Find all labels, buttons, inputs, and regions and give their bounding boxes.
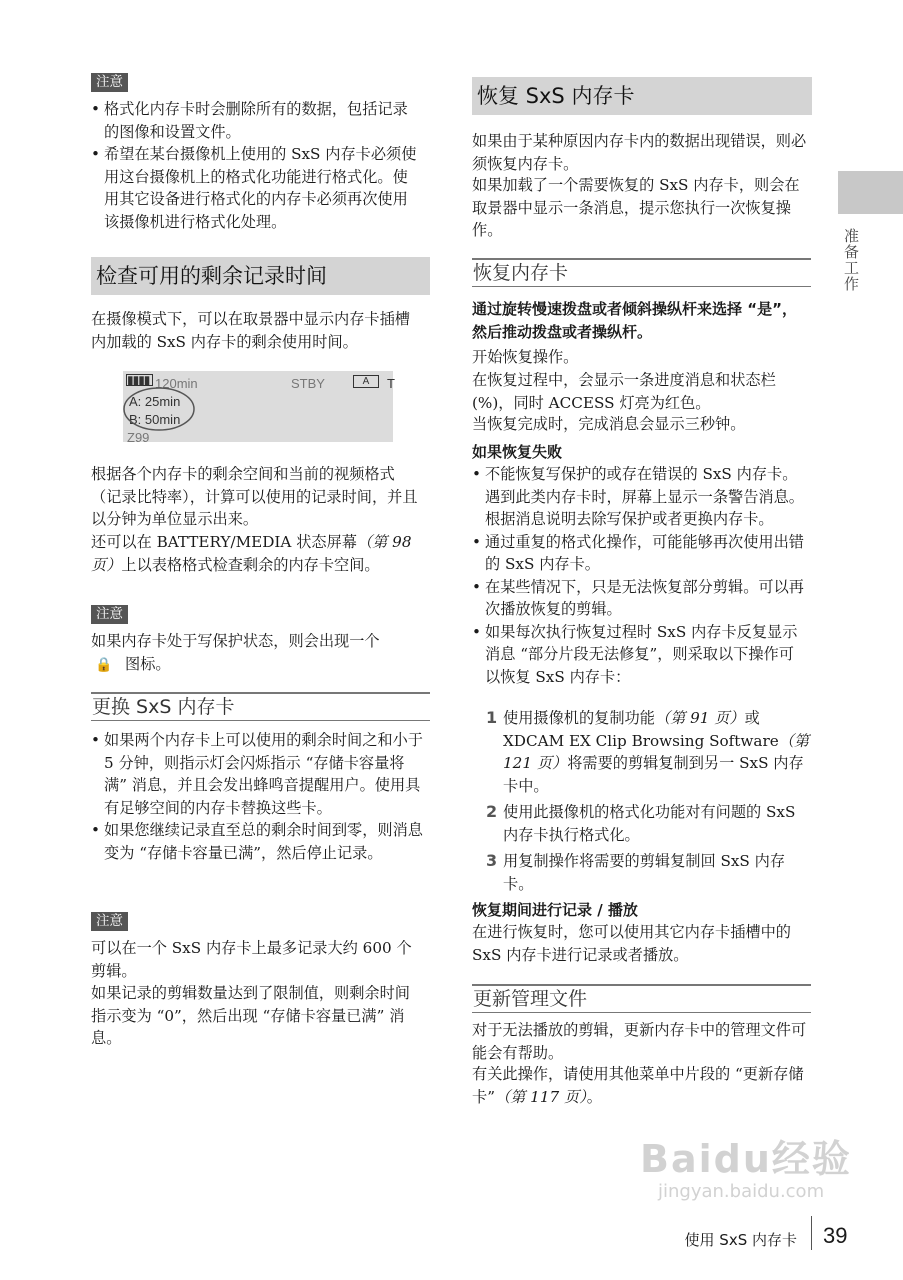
note1-list (91, 98, 421, 233)
section-title-remaining-time: 检查可用的剩余记录时间 (91, 257, 430, 295)
page-ref-link[interactable]: （第 117 页） (494, 1087, 587, 1106)
list-item: • 如果两个内存卡上可以使用的剩余时间之和小于 5 分钟，则指示灯会闪烁指示 “存储卡容量将满” 消息，并且会发出蜂鸣音提醒用户。使用具有足够空间的内存卡替换这些卡。 (91, 729, 423, 819)
footer-divider (811, 1216, 812, 1250)
list-item: • 如果您继续记录直至总的剩余时间到零，则消息变为 “存储卡容量已满”，然后停止记录。 (91, 819, 423, 864)
recover-card-title: 恢复内存卡 (472, 258, 811, 287)
zoom-readout: Z99 (127, 430, 150, 445)
update-text-1: 对于无法播放的剪辑，更新内存卡中的管理文件可能会有帮助。 (472, 1021, 807, 1062)
list-item: • 在某些情况下，只是无法恢复部分剪辑。可以再次播放恢复的剪辑。 (472, 576, 807, 621)
restore-intro-1: 如果由于某种原因内存卡内的数据出现错误，则必须恢复内存卡。 (472, 132, 807, 173)
note-badge: 注意 (91, 912, 128, 931)
page-number: 39 (823, 1223, 848, 1248)
clip-limit-note: 可以在一个 SxS 内存卡上最多记录大约 600 个剪辑。 (91, 939, 412, 980)
step-number: 3 (486, 851, 498, 870)
note-badge: 注意 (91, 73, 128, 92)
page-ref-link[interactable]: （第 121 页） (503, 731, 810, 772)
update-file-title: 更新管理文件 (472, 984, 811, 1013)
replace-list (91, 729, 423, 864)
update-text-2: 有关此操作，请使用其他菜单中片段的 “更新存储卡”（第 117 页）。 (472, 1065, 804, 1106)
watermark-logo: Baidu经验 (640, 1137, 852, 1181)
slot-a-time: A: 25min (129, 394, 181, 409)
viewfinder-screen (123, 371, 395, 445)
step-number: 1 (486, 708, 498, 727)
highlight-ellipse (123, 385, 203, 433)
page-ref-link[interactable]: （第 91 页） (654, 709, 745, 727)
step-item: 3 用复制操作将需要的剪辑复制回 SxS 内存卡。 (486, 851, 786, 893)
during-title: 恢复期间进行记录 / 播放 (472, 901, 638, 919)
note-badge: 注意 (91, 605, 128, 624)
footer-section: 使用 SxS 内存卡 (684, 1231, 797, 1249)
watermark-url: jingyan.baidu.com (658, 1180, 825, 1202)
battery-icon: ▮▮▮▮ (126, 374, 153, 386)
slot-b-time: B: 50min (129, 412, 181, 427)
restore-steps (472, 707, 812, 895)
battery-time: 120min (155, 376, 198, 391)
step-item: 1 使用摄像机的复制功能（第 91 页）或 XDCAM EX Clip Browsing Software（第 121 页）将需要的剪辑复制到另一 SxS 内存卡中。 (486, 708, 810, 795)
replace-card-title: 更换 SxS 内存卡 (91, 692, 430, 721)
remaining-intro: 在摄像模式下，可以在取景器中显示内存卡插槽内加载的 SxS 内存卡的剩余使用时间。 (91, 310, 410, 351)
list-item: • 格式化内存卡时会删除所有的数据，包括记录的图像和设置文件。 (91, 98, 421, 143)
fail-title: 如果恢复失败 (472, 443, 563, 461)
edge-char: T (387, 376, 395, 391)
remaining-description: 根据各个内存卡的剩余空间和当前的视频格式（记录比特率），计算可以使用的记录时间，并且以分钟为单位显示出来。 (91, 465, 418, 528)
fail-list (472, 463, 807, 688)
recover-step-text: 开始恢复操作。 (472, 348, 579, 366)
status-text: STBY (291, 376, 325, 391)
list-item: • 希望在某台摄像机上使用的 SxS 内存卡必须使用这台摄像机上的格式化功能进行格式化。使用其它设备进行格式化的内存卡必须再次使用该摄像机进行格式化处理。 (91, 143, 421, 233)
slot-icon: A (353, 375, 379, 388)
list-item: • 不能恢复写保护的或存在错误的 SxS 内存卡。遇到此类内存卡时，屏幕上显示一条警告消息。根据消息说明去除写保护或者更换内存卡。 (472, 463, 807, 531)
list-item: • 如果每次执行恢复过程时 SxS 内存卡反复显示消息 “部分片段无法修复”，则采取以下操作可以恢复 SxS 内存卡： (472, 621, 807, 689)
recover-progress-text: 在恢复过程中，会显示一条进度消息和状态栏 (%)，同时 ACCESS 灯亮为红色。 (472, 371, 776, 412)
section-title-restore: 恢复 SxS 内存卡 (472, 77, 812, 115)
write-protect-note: 如果内存卡处于写保护状态，则会出现一个 🔒 图标。 (91, 630, 423, 676)
restore-intro-2: 如果加载了一个需要恢复的 SxS 内存卡，则会在取景器中显示一条消息，提示您执行一次恢复操作。 (472, 176, 800, 239)
step-item: 2 使用此摄像机的格式化功能对有问题的 SxS 内存卡执行格式化。 (486, 802, 796, 844)
recover-instruction: 通过旋转慢速拨盘或者倾斜操纵杆来选择 “是”，然后推动拨盘或者操纵杆。 (472, 300, 797, 341)
clip-limit-result: 如果记录的剪辑数量达到了限制值，则剩余时间指示变为 “0”，然后出现 “存储卡容量已满” 消息。 (91, 984, 410, 1047)
during-text: 在进行恢复时，您可以使用其它内存卡插槽中的 SxS 内存卡进行记录或者播放。 (472, 923, 791, 964)
lock-icon: 🔒 (95, 656, 113, 673)
chapter-tab (838, 171, 903, 214)
step-number: 2 (486, 802, 498, 821)
chapter-label: 准备工作 (842, 228, 860, 292)
battery-media-note: 还可以在 BATTERY/MEDIA 状态屏幕（第 98 页）上以表格格式检查剩余的内存卡空间。 (91, 533, 412, 574)
recover-complete-text: 当恢复完成时，完成消息会显示三秒钟。 (472, 415, 746, 433)
list-item: • 通过重复的格式化操作，可能能够再次使用出错的 SxS 内存卡。 (472, 531, 807, 576)
watermark (640, 1137, 852, 1203)
page-ref-link[interactable]: （第 98 页） (91, 533, 412, 574)
